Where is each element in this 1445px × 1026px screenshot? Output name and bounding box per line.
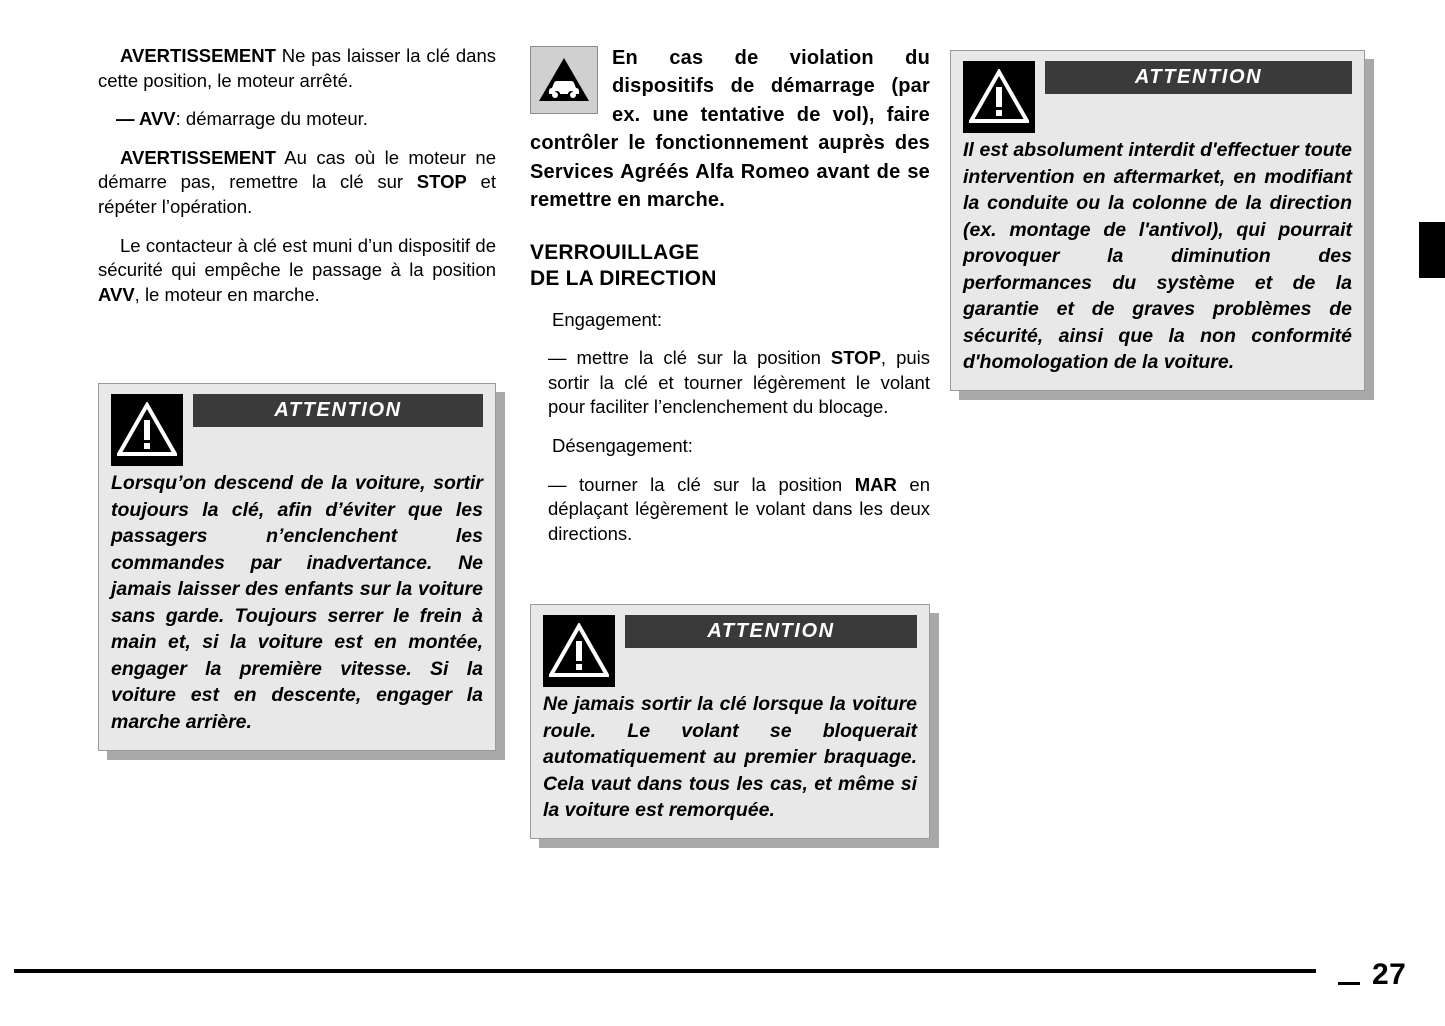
paragraph-avertissement-2 — [98, 146, 496, 220]
attention-text: Lorsqu’on descend de la voiture, sortir toujours la clé, afin d’éviter que les passagers n’enclenchent les commandes par inadvertance. Ne jamais laisser des enfants sur la voiture sans garde. Toujours serrer le frein à main et, si la voiture est en montée, engager la première vitesse. Si la voiture est en descente, engager la marche arrière. — [111, 472, 483, 733]
attention-box-left — [98, 383, 496, 750]
intro-block — [530, 44, 930, 214]
paragraph-text: — mettre la clé sur la position — [548, 347, 831, 369]
paragraph-avertissement-1 — [98, 44, 496, 93]
paragraph-engagement-steps — [530, 346, 930, 420]
paragraph-desengagement-steps — [530, 473, 930, 547]
paragraph-text: Ne pas laisser la clé dans cette position, le moteur arrêté. — [98, 45, 496, 91]
section-title-line1: VERROUILLAGE — [530, 241, 700, 265]
bold-term-avv: AVV — [98, 283, 135, 305]
section-tab-marker — [1419, 222, 1445, 278]
warning-triangle-icon — [963, 61, 1035, 133]
column-center — [530, 44, 930, 839]
paragraph-text: : démarrage du moteur. — [175, 108, 368, 130]
attention-text: Il est absolument interdit d'effectuer toute intervention en aftermarket, en modifiant la conduite ou la colonne de la direction (ex. montage de l'antivol), qui pourrait provoquer la diminution des performances du système et de la garantie et de graves problèmes de sécurité, ainsi que la non conformité d'homologation de la voiture. — [963, 139, 1352, 374]
paragraph-avv — [98, 107, 496, 132]
paragraph-text: Le contacteur à clé est muni d’un dispositif de sécurité qui empêche le passage à la position — [98, 234, 496, 281]
footer-dash — [1338, 982, 1360, 985]
bold-term-stop: STOP — [830, 347, 881, 369]
paragraph-text-tail: , puis sortir la clé et tourner légèrement le volant pour faciliter l’enclenchement du blocage. — [548, 347, 931, 418]
paragraph-text-tail: , le moteur en marche. — [134, 283, 320, 305]
lead-term: — AVV — [116, 108, 176, 130]
page-number: 27 — [1372, 958, 1407, 991]
section-title-line2: DE LA DIRECTION — [530, 266, 717, 290]
paragraph-text: Au cas où le moteur ne démarre pas, remettre la clé sur — [98, 146, 496, 193]
lead-term: AVERTISSEMENT — [120, 45, 276, 66]
attention-title: ATTENTION — [193, 394, 483, 427]
attention-header — [543, 615, 917, 687]
section-title — [530, 240, 930, 291]
bold-term-stop: STOP — [416, 171, 467, 193]
paragraph-engagement-label — [530, 308, 930, 333]
bold-term-mar: MAR — [854, 473, 897, 495]
paragraph-text-tail: et répéter l’opération. — [98, 171, 496, 217]
car-warning-triangle-icon — [530, 46, 598, 114]
paragraph-text: Engagement: — [552, 308, 663, 330]
attention-text: Ne jamais sortir la clé lorsque la voiture roule. Le volant se bloquerait automatiquement au premier braquage. Cela vaut dans tous les cas, et même si la voiture est remorquée. — [543, 693, 917, 822]
paragraph-contacteur — [98, 234, 496, 308]
paragraph-text: — tourner la clé sur la position — [548, 473, 855, 495]
column-right — [950, 44, 1365, 391]
warning-triangle-icon — [543, 615, 615, 687]
intro-text: En cas de violation du dispositifs de démarrage (par ex. une tentative de vol), faire contrôler le fonctionnement auprès des Services Agréés Alfa Romeo avant de se remettre en marche. — [530, 47, 930, 211]
paragraph-text-tail: en déplaçant légèrement le volant dans les deux directions. — [548, 473, 930, 544]
attention-header — [963, 61, 1352, 133]
attention-box-right — [950, 50, 1365, 391]
lead-term: AVERTISSEMENT — [120, 146, 276, 168]
warning-triangle-icon — [111, 394, 183, 466]
paragraph-text: Désengagement: — [552, 434, 693, 456]
attention-title: ATTENTION — [1045, 61, 1352, 94]
footer-rule — [14, 969, 1316, 973]
attention-box-center — [530, 604, 930, 839]
attention-header — [111, 394, 483, 466]
paragraph-desengagement-label — [530, 434, 930, 459]
attention-title: ATTENTION — [625, 615, 917, 648]
column-left — [98, 44, 496, 751]
